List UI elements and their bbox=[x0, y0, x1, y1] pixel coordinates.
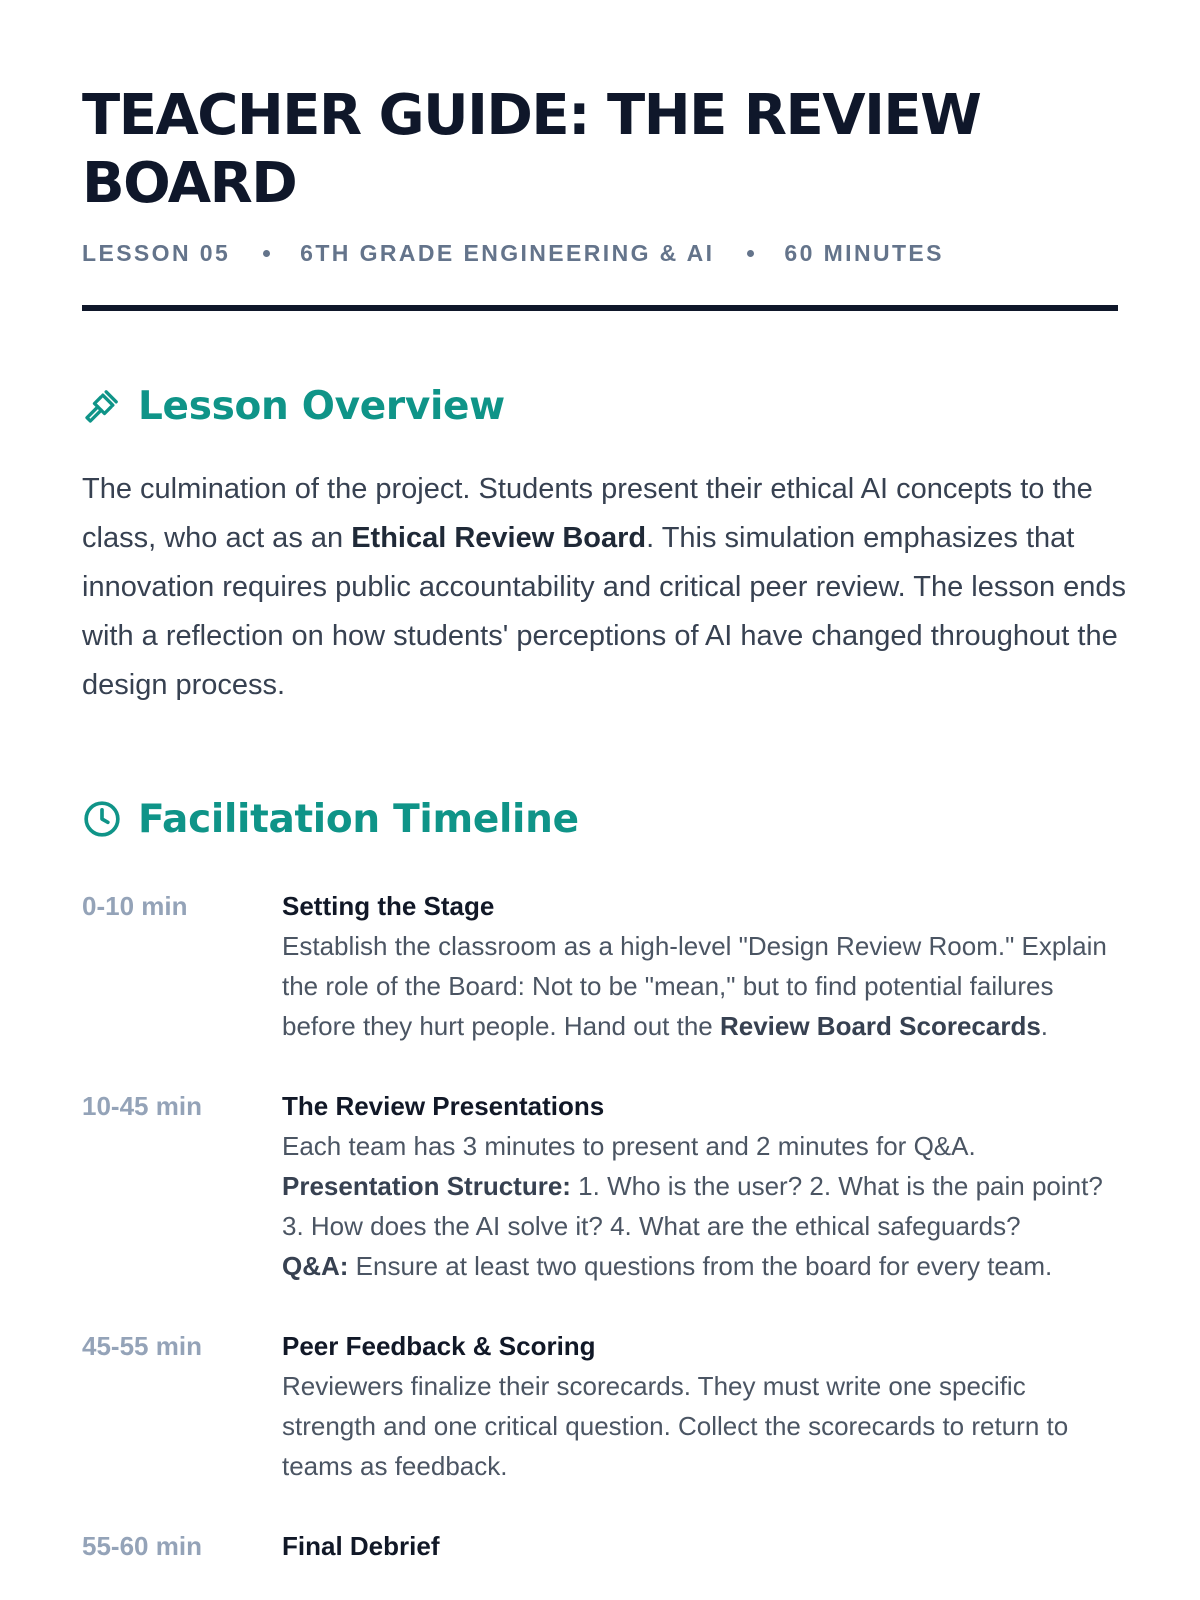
timeline-item bbox=[82, 1086, 1118, 1286]
timeline-item bbox=[82, 1526, 1118, 1566]
entry-text: . bbox=[1040, 1011, 1049, 1041]
header-divider bbox=[82, 305, 1118, 311]
timeline-time: 55-60 min bbox=[82, 1531, 202, 1561]
entry-label: Presentation Structure: bbox=[282, 1171, 571, 1201]
lesson-overview-title: Lesson Overview bbox=[138, 383, 505, 429]
timeline-entry-title: Peer Feedback & Scoring bbox=[282, 1331, 596, 1361]
timeline-item bbox=[82, 1326, 1118, 1486]
gavel-icon bbox=[82, 386, 122, 426]
facilitation-timeline-title: Facilitation Timeline bbox=[138, 796, 579, 842]
timeline-item bbox=[82, 886, 1118, 1046]
timeline-time: 0-10 min bbox=[82, 891, 188, 921]
timeline-time: 10-45 min bbox=[82, 1091, 202, 1121]
separator-dot bbox=[747, 250, 754, 257]
timeline-entry-body: Reviewers finalize their scorecards. They must write one specific strength and one critical question. Collect the scorecards to return to teams as feedback. bbox=[282, 1371, 1069, 1481]
timeline-entry-body bbox=[282, 926, 1118, 1046]
overview-text-part: . This simulation emphasizes that innovation requires public accountability and critical peer review. The lesson ends with a reflection on how students' perceptions of AI have changed throughout the design process. bbox=[82, 522, 1127, 701]
entry-text: Each team has 3 minutes to present and 2 minutes for Q&A. bbox=[282, 1131, 976, 1161]
timeline-list bbox=[82, 886, 1118, 1566]
presentation-structure-line bbox=[282, 1166, 1118, 1246]
timeline-entry-title: Final Debrief bbox=[282, 1531, 440, 1561]
overview-text-part: The culmination of the project. Students present their ethical AI concepts to the class, who act as an bbox=[82, 473, 1093, 554]
separator-dot bbox=[263, 250, 270, 257]
meta-lesson-number: LESSON 05 bbox=[82, 239, 231, 266]
clock-icon bbox=[82, 799, 122, 839]
entry-text: Ensure at least two questions from the board for every team. bbox=[348, 1251, 1053, 1281]
page-title: TEACHER GUIDE: THE REVIEW BOARD bbox=[82, 83, 981, 216]
overview-emphasis: Ethical Review Board bbox=[351, 522, 647, 554]
timeline-entry bbox=[282, 1086, 1118, 1286]
qa-line bbox=[282, 1246, 1118, 1286]
timeline-entry bbox=[282, 1526, 1118, 1566]
entry-text: 1. Who is the user? 2. What is the pain point? 3. How does the AI solve it? 4. What are the ethical safeguards? bbox=[282, 1171, 1103, 1241]
entry-label: Q&A: bbox=[282, 1251, 349, 1281]
facilitation-timeline-heading bbox=[82, 796, 1118, 842]
entry-text: Establish the classroom as a high-level "Design Review Room." Explain the role of the Board: Not to be "mean," but to find potential failures before they hurt people. Hand out the bbox=[282, 931, 1107, 1041]
lesson-overview-heading bbox=[82, 383, 1118, 429]
timeline-entry-title: Setting the Stage bbox=[282, 891, 495, 921]
lesson-meta bbox=[82, 238, 1118, 268]
timeline-time: 45-55 min bbox=[82, 1331, 202, 1361]
entry-emphasis: Review Board Scorecards bbox=[719, 1011, 1041, 1041]
timeline-entry bbox=[282, 886, 1118, 1046]
timeline-entry-body bbox=[282, 1126, 1118, 1286]
timeline-entry bbox=[282, 1326, 1118, 1486]
meta-course: 6TH GRADE ENGINEERING & AI bbox=[300, 239, 715, 266]
lesson-overview-text bbox=[82, 465, 1132, 710]
meta-duration: 60 MINUTES bbox=[784, 239, 944, 266]
timeline-entry-title: The Review Presentations bbox=[282, 1091, 605, 1121]
